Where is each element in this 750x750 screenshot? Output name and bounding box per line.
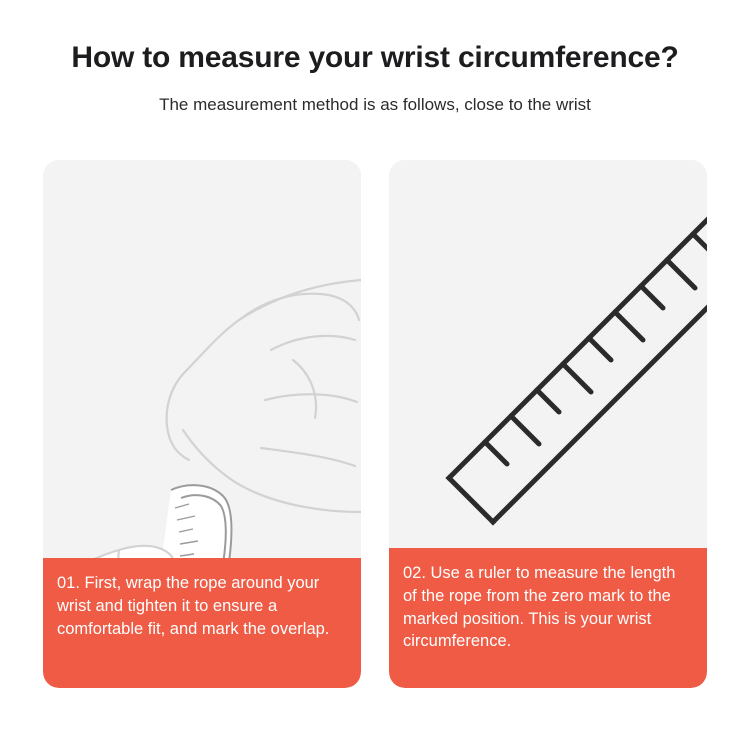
instruction-card-2 — [389, 160, 707, 688]
instruction-cards — [0, 160, 750, 688]
wrist-measure-illustration — [43, 160, 361, 560]
page-title: How to measure your wrist circumference? — [71, 41, 679, 74]
page-subtitle: The measurement method is as follows, close to the wrist — [159, 95, 591, 114]
card-caption-2: 02. Use a ruler to measure the length of the rope from the zero mark to the marked position. This is your wrist circumference. — [389, 548, 707, 688]
instruction-card-1 — [43, 160, 361, 688]
ruler-illustration — [389, 160, 707, 560]
card-caption-1: 01. First, wrap the rope around your wrist and tighten it to ensure a comfortable fit, and mark the overlap. — [43, 558, 361, 688]
